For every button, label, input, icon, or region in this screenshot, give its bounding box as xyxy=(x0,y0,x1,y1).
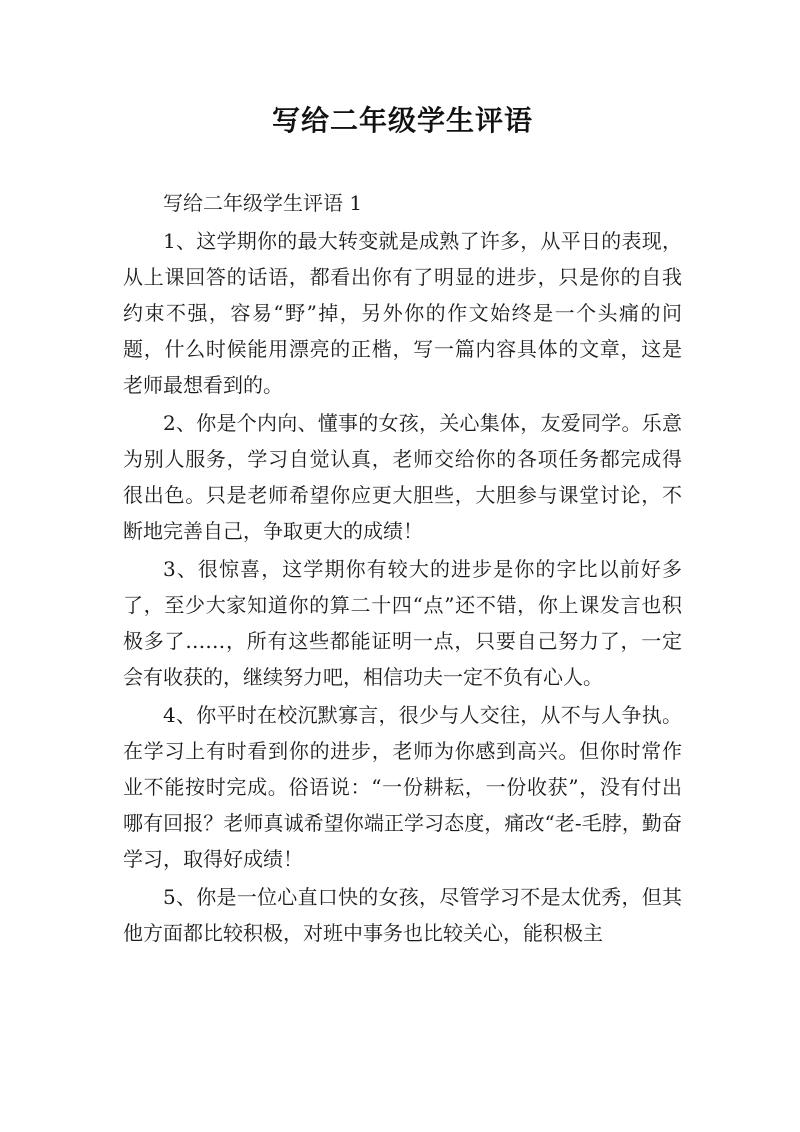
paragraph-2: 2、你是个内向、懂事的女孩，关心集体，友爱同学。乐意为别人服务，学习自觉认真，老师交给你的各项任务都完成得很出色。只是老师希望你应更大胆些，大胆参与课堂讨论，不断地完善自己，争取更大的成绩！ xyxy=(123,411,682,543)
paragraph-3: 3、很惊喜，这学期你有较大的进步是你的字比以前好多了，至少大家知道你的算二十四“点”还不错，你上课发言也积极多了……，所有这些都能证明一点，只要自己努力了，一定会有收获的，继续努力吧，相信功夫一定不负有心人。 xyxy=(123,557,682,689)
paragraph-1: 1、这学期你的最大转变就是成熟了许多，从平日的表现，从上课回答的话语，都看出你有了明显的进步，只是你的自我约束不强，容易“野”掉，另外你的作文始终是一个头痛的问题，什么时候能用漂亮的正楷，写一篇内容具体的文章，这是老师最想看到的。 xyxy=(123,229,682,397)
document-title: 写给二年级学生评语 xyxy=(271,104,533,137)
paragraph-4: 4、你平时在校沉默寡言，很少与人交往，从不与人争执。在学习上有时看到你的进步，老师为你感到高兴。但你时常作业不能按时完成。俗语说：“一份耕耘，一份收获”，没有付出哪有回报？老师真诚希望你端正学习态度，痛改“老-毛脖，勤奋学习，取得好成绩！ xyxy=(123,703,682,871)
section-subtitle: 写给二年级学生评语 1 xyxy=(163,191,363,215)
document-body xyxy=(123,185,682,951)
paragraph-5: 5、你是一位心直口快的女孩，尽管学习不是太优秀，但其他方面都比较积极，对班中事务也比较关心，能积极主 xyxy=(123,885,682,945)
